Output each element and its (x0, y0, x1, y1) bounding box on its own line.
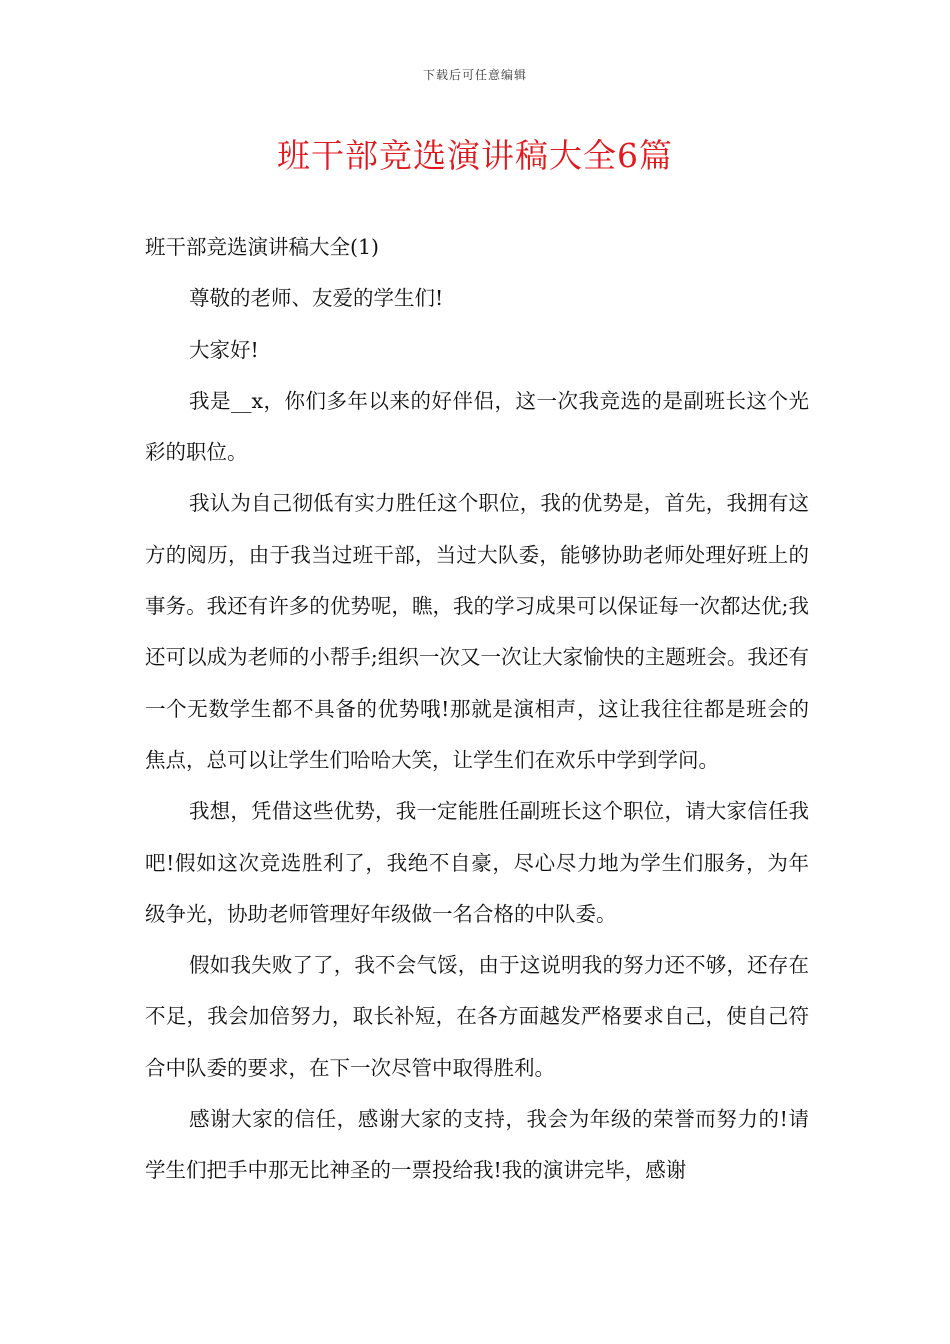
document-body (145, 222, 809, 1197)
paragraph: 大家好! (189, 337, 259, 362)
header-note: 下载后可任意编辑 (422, 68, 527, 82)
paragraph: 感谢大家的信任，感谢大家的支持，我会为年级的荣誉而努力的!请学生们把手中那无比神圣的一票投给我!我的演讲完毕，感谢 (145, 1107, 809, 1183)
document-title: 班干部竞选演讲稿大全6篇 (277, 136, 673, 175)
section-heading: 班干部竞选演讲稿大全(1) (145, 235, 380, 259)
paragraph: 我想，凭借这些优势，我一定能胜任副班长这个职位，请大家信任我吧!假如这次竞选胜利了，我绝不自豪，尽心尽力地为学生们服务，为年级争光，协助老师管理好年级做一名合格的中队委。 (145, 799, 809, 926)
paragraph: 我是__x，你们多年以来的好伴侣，这一次我竞选的是副班长这个光彩的职位。 (145, 388, 809, 465)
paragraph: 假如我失败了了，我不会气馁，由于这说明我的努力还不够，还存在不足，我会加倍努力，取长补短，在各方面越发严格要求自己，使自己符合中队委的要求，在下一次尽管中取得胜利。 (145, 953, 809, 1080)
paragraph: 我认为自己彻低有实力胜任这个职位，我的优势是，首先，我拥有这方的阅历，由于我当过班干部，当过大队委，能够协助老师处理好班上的事务。我还有许多的优势呢，瞧，我的学习成果可以保证每一次都达优;我还可以成为老师的小帮手;组织一次又一次让大家愉快的主题班会。我还有一个无数学生都不具备的优势哦!那就是演相声，这让我往往都是班会的焦点，总可以让学生们哈哈大笑，让学生们在欢乐中学到学问。 (145, 491, 809, 772)
paragraph: 尊敬的老师、友爱的学生们! (189, 286, 444, 311)
